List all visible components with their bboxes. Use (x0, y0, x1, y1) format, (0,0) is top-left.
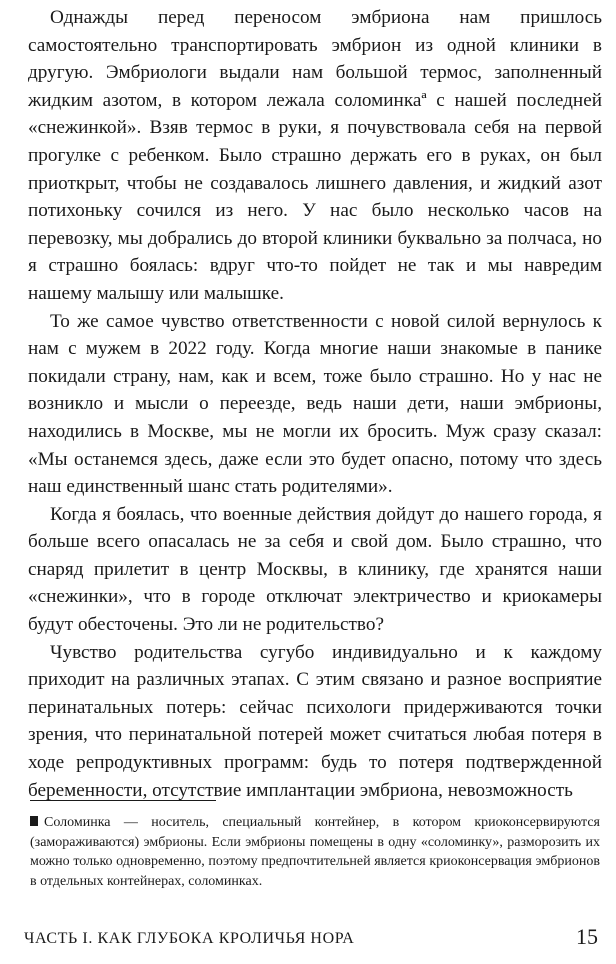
running-head: ЧАСТЬ I. КАК ГЛУБОКА КРОЛИЧЬЯ НОРА (24, 930, 355, 947)
footnote (30, 813, 600, 891)
main-text (28, 4, 602, 804)
footnote-text: Соломинка — носитель, специальный контейнер, в котором криоконсервируются (замораживаются) эмбрионы. Если эмбрионы помещены в одну «соломинку», разморозить их можно только одновременно, поэтому предпочтительней является криоконсервация эмбрионов в отдельных контейнерах, соломинках. (30, 815, 600, 889)
paragraph: Однажды перед переносом эмбриона нам пришлось самостоятельно транспортировать эмбрион из одной клиники в другую. Эмбриологи выдали нам большой термос, заполненный жидким азотом, в котором лежала соломинкаª с нашей последней «снежинкой». Взяв термос в руки, я почувствовала себя на первой прогулке с ребенком. Было страшно держать его в руках, он был приоткрыт, чтобы не создавалось лишнего давления, и жидкий азот потихоньку сочился из него. У нас было несколько часов на перевозку, мы добрались до второй клиники буквально за полчаса, но я страшно боялась: вдруг что-то пойдет не так и мы навредим нашему малышу или малышке. (28, 7, 602, 304)
paragraph: Чувство родительства сугубо индивидуально и к каждому приходит на различных этапах. С этим связано и разное восприятие перинатальных потерь: сейчас психологи придерживаются точки зрения, что перинатальной потерей может считаться любая потеря в ходе репродуктивных программ: будь то потеря подтвержденной беременности, отсутствие имплантации эмбриона, невозможность (28, 641, 602, 801)
paragraph: То же самое чувство ответственности с новой силой вернулось к нам с мужем в 2022 году. Когда многие наши знакомые в панике покидали страну, нам, как и всем, тоже было страшно. Но у нас не возникло и мысли о переезде, ведь наши дети, наши эмбрионы, находились в Москве, мы не могли их бросить. Муж сразу сказал: «Мы останемся здесь, даже если это будет опасно, потому что здесь наш единственный шанс стать родителями». (28, 310, 602, 498)
paragraph: Когда я боялась, что военные действия дойдут до нашего города, я больше всего опасалась не за себя и свой дом. Было страшно, что снаряд прилетит в центр Москвы, в клинику, где хранятся наши «снежинки», что в городе отключат электричество и криокамеры будут обесточены. Это ли не родительство? (28, 503, 602, 636)
page-number: 15 (576, 924, 598, 949)
footnote-marker-icon (30, 816, 38, 826)
footnote-divider (30, 800, 216, 801)
